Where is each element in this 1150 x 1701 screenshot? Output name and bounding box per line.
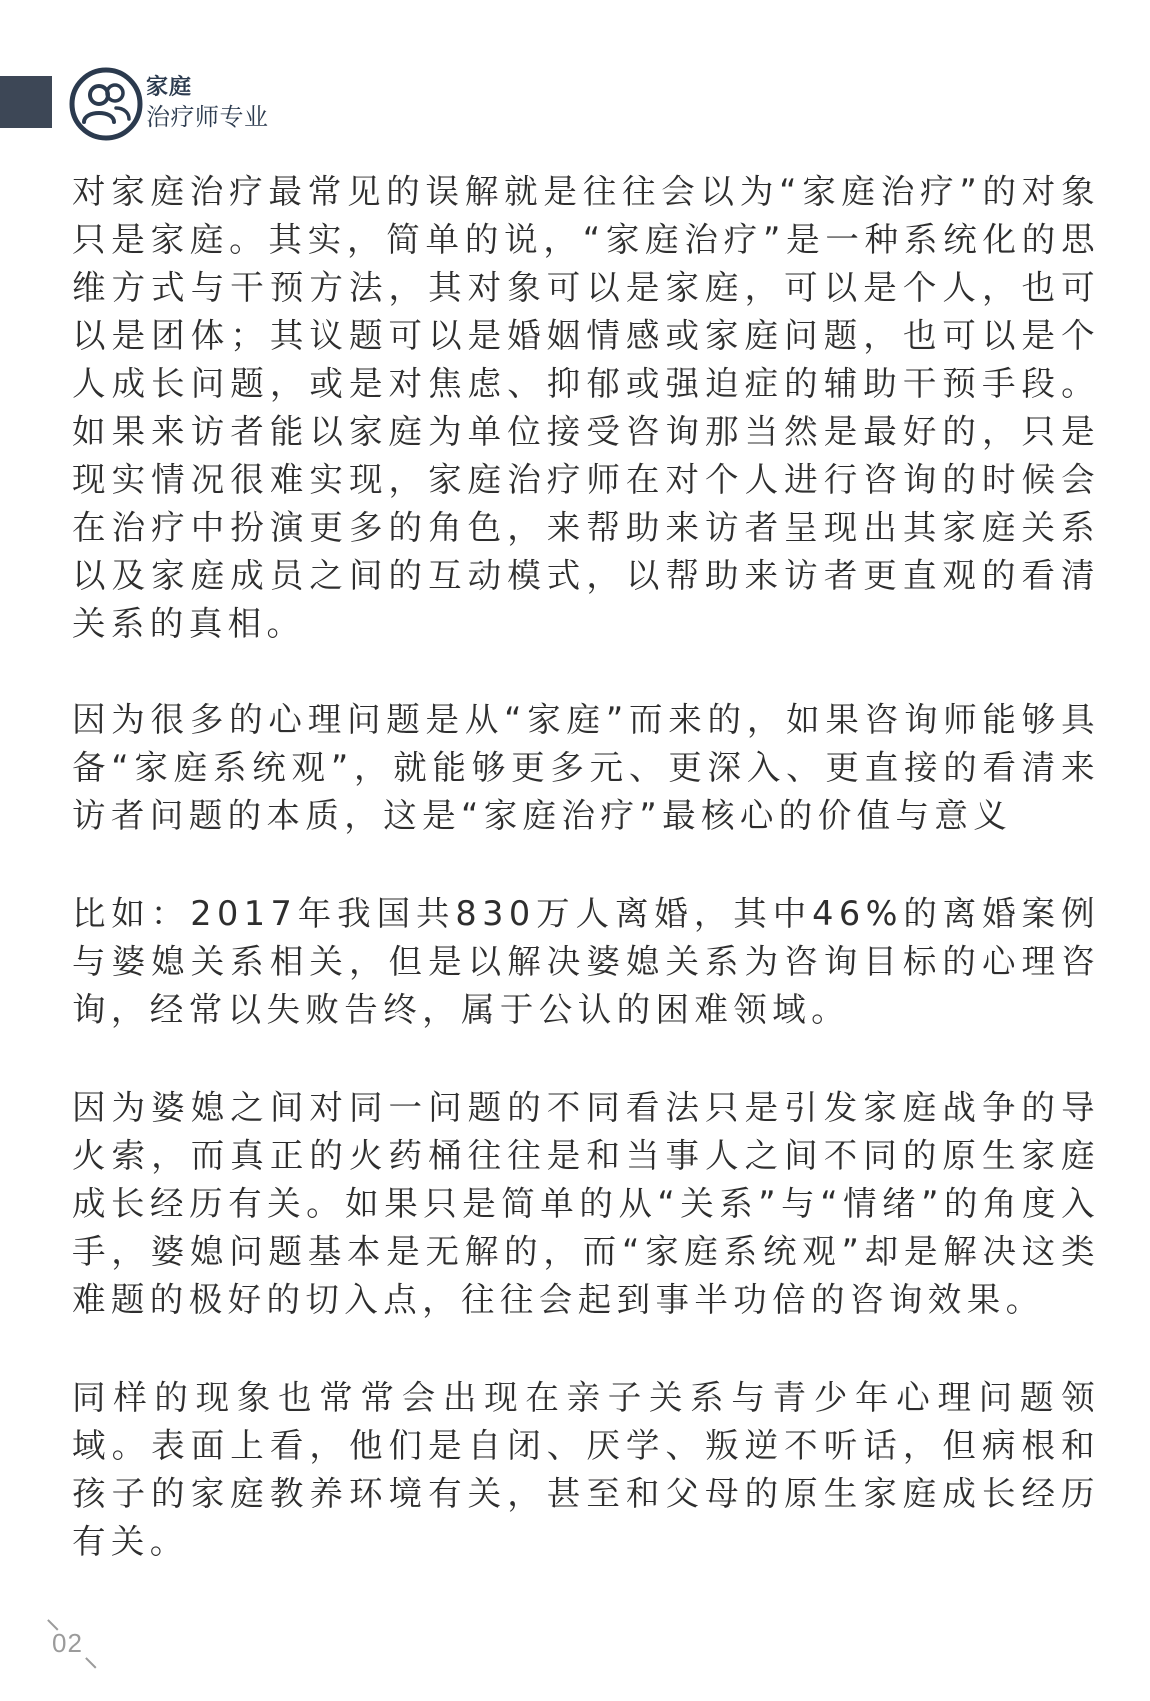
header-accent-block bbox=[0, 76, 52, 128]
paragraph-3: 比如：2017年我国共830万人离婚，其中46%的离婚案例与婆媳关系相关，但是以解决婆媳关系为咨询目标的心理咨询，经常以失败告终，属于公认的困难领域。 bbox=[72, 894, 1100, 1029]
paragraph-5: 同样的现象也常常会出现在亲子关系与青少年心理问题领域。表面上看，他们是自闭、厌学、叛逆不听话，但病根和孩子的家庭教养环境有关，甚至和父母的原生家庭成长经历有关。 bbox=[72, 1378, 1100, 1561]
article-body bbox=[72, 168, 1100, 1566]
brand-title-line1: 家庭 bbox=[146, 75, 193, 100]
paragraph-4: 因为婆媳之间对同一问题的不同看法只是引发家庭战争的导火索，而真正的火药桶往往是和当事人之间不同的原生家庭成长经历有关。如果只是简单的从“关系”与“情绪”的角度入手，婆媳问题基本是无解的，而“家庭系统观”却是解决这类难题的极好的切入点，往往会起到事半功倍的咨询效果。 bbox=[72, 1088, 1100, 1319]
page-number-decoration-bottom bbox=[86, 1657, 97, 1668]
paragraph-1: 对家庭治疗最常见的误解就是往往会以为“家庭治疗”的对象只是家庭。其实，简单的说，“家庭治疗”是一种系统化的思维方式与干预方法，其对象可以是家庭，可以是个人，也可以是团体；其议题可以是婚姻情感或家庭问题，也可以是个人成长问题，或是对焦虑、抑郁或强迫症的辅助干预手段。如果来访者能以家庭为单位接受咨询那当然是最好的，只是现实情况很难实现，家庭治疗师在对个人进行咨询的时候会在治疗中扮演更多的角色，来帮助来访者呈现出其家庭关系以及家庭成员之间的互动模式，以帮助来访者更直观的看清关系的真相。 bbox=[72, 172, 1100, 643]
brand-title-line2: 治疗师专业 bbox=[146, 103, 269, 131]
family-users-icon bbox=[68, 66, 144, 142]
brand-title bbox=[146, 74, 269, 132]
page-number: 02 bbox=[52, 1628, 83, 1658]
paragraph-2: 因为很多的心理问题是从“家庭”而来的，如果咨询师能够具备“家庭系统观”，就能够更多元、更深入、更直接的看清来访者问题的本质，这是“家庭治疗”最核心的价值与意义 bbox=[72, 700, 1100, 835]
